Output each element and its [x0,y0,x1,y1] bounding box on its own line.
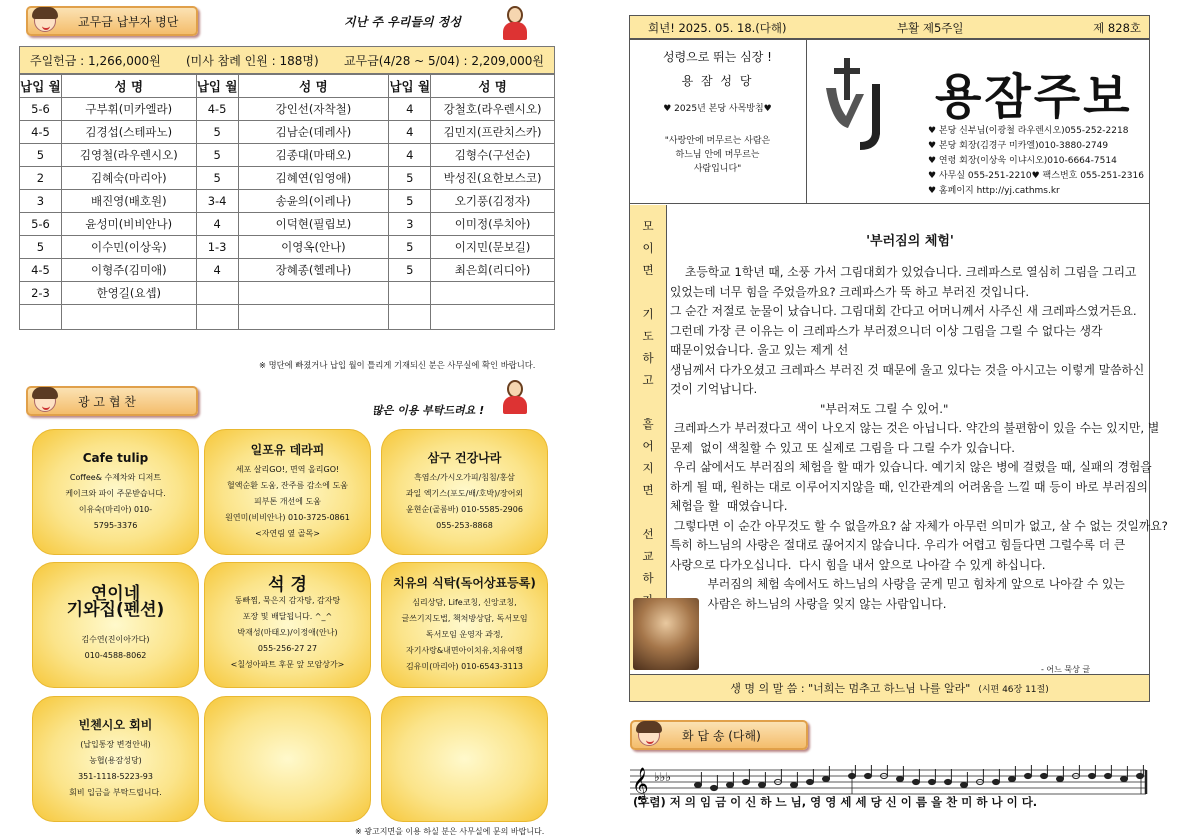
donor-name-cell: 김민지(프란치스카) [431,121,555,144]
col-month-header: 납입 월 [196,75,238,98]
table-row [20,144,555,167]
donor-table [19,74,555,330]
slogan-char [630,501,666,523]
table-row [20,259,555,282]
donor-name-cell: 김경섭(스테파노) [61,121,196,144]
slogan-char: 선 [642,527,654,541]
month-cell: 4 [389,98,431,121]
table-header [20,75,555,98]
ads-tab: 광 고 협 찬 [26,386,198,416]
slogan-char: 고 [642,373,654,387]
motto-box [629,39,807,203]
month-cell [389,305,431,330]
donors-tab: 교무금 납부자 명단 [26,6,198,36]
donor-name-cell: 송윤의(이레나) [238,190,389,213]
note-head [823,776,830,781]
note-head [1121,776,1128,781]
note-head [849,773,856,778]
ad-line: 055-253-8868 [436,521,493,530]
ad-line: (납입통장 변경안내) [80,740,151,749]
ad-title: 석 경 [268,575,307,595]
header-bar [629,15,1150,39]
donor-name-cell: 이영옥(안나) [238,236,389,259]
slogan-char: 하 [642,351,654,365]
essay-line: 그 순간 저절로 눈물이 났습니다. 그림대회 간다고 어머니께서 사주신 새 크레파스였거든요. [670,304,1137,318]
col-month-header: 납입 월 [20,75,62,98]
note-head [759,782,766,787]
donor-name-cell: 김종대(마태오) [238,144,389,167]
ad-line: 김유미(마리아) 010-6543-3113 [406,662,523,671]
donor-name-cell: 최은희(리디아) [431,259,555,282]
contacts [928,124,1144,199]
month-cell: 5 [389,190,431,213]
month-cell: 3-4 [196,190,238,213]
donor-name-cell: 오기풍(김정자) [431,190,555,213]
note-head [1089,773,1096,778]
note-head [913,779,920,784]
jesus-cartoon-icon [500,6,530,40]
month-cell [196,282,238,305]
ad-card [32,429,199,555]
weekly-note: 지난 주 우리들의 정성 [344,15,461,29]
note-head [865,773,872,778]
donor-name-cell [431,305,555,330]
col-name-header: 성 명 [61,75,196,98]
essay-title: '부러짐의 체험' [866,234,954,249]
ad-card [204,696,371,822]
ad-line: 055-256-27 27 [257,644,318,653]
word-of-life: 생 명 의 말 씀 : "너희는 멈추고 하느님 나를 알라" [730,682,971,695]
contact-pastor: ♥ 본당 신부님(이광철 라우렌시오)055-252-2218 [928,126,1129,136]
essay-line: 그런데 가장 큰 이유는 이 크레파스가 부러졌으니더 이상 그림을 그릴 수 없다는 생각 [670,323,1103,338]
ad-line: 포장 및 배달됩니다. ^_^ [242,612,333,621]
church-name: 용 잠 성 당 [681,74,754,88]
month-cell: 2-3 [20,282,62,305]
ad-title: 일포유 데라피 [250,443,325,457]
note-head [1057,776,1064,781]
essay [670,230,1168,614]
month-cell: 5 [196,144,238,167]
motto-line: 성령으로 뛰는 심장 ! [663,50,772,64]
ad-line: 세포 살리GO!, 면역 올리GO! [235,465,340,474]
ads-note: ※ 광고지면을 이용 하실 분은 사무실에 문의 바랍니다. [355,827,545,836]
col-name-header: 성 명 [238,75,389,98]
contact-homepage[interactable]: ♥ 홈페이지 http://yj.cathms.kr [928,186,1060,196]
ad-line: 5795-3376 [93,521,138,530]
month-cell [196,305,238,330]
ad-line: 이유숙(마리아) 010- [78,505,153,514]
donor-name-cell: 윤성미(비비안나) [61,213,196,236]
slogan-char: 도 [642,329,654,343]
svg-text:𝄞: 𝄞 [632,767,649,800]
month-cell [20,305,62,330]
donor-name-cell: 이덕현(필립보) [238,213,389,236]
slogan-char [630,281,666,303]
note-head [727,782,734,787]
ad-line: <자연림 옆 골목> [255,529,320,538]
child-face-icon [34,10,56,32]
donor-name-cell [431,282,555,305]
donor-name-cell: 강인선(자착철) [238,98,389,121]
policy-line: ♥ 2025년 본당 사목방침♥ [663,104,772,114]
slogan-char: 기 [642,307,654,321]
donor-name-cell [238,305,389,330]
month-cell: 4-5 [196,98,238,121]
liturgical-week: 부활 제5주일 [897,21,964,35]
summary-bar [19,46,555,74]
table-row [20,167,555,190]
parish-logo-icon [820,54,916,154]
month-cell: 5 [389,167,431,190]
ads-thanks: 많은 이용 부탁드려요 ! [372,404,485,417]
essay-line: 있었는데 너무 힘을 주었을까요? 크레파스가 뚝 하고 부러진 것입니다. [670,284,1030,299]
month-cell: 5 [389,259,431,282]
essay-line: 초등학교 1학년 때, 소풍 가서 그림대회가 있었습니다. 크레파스로 열심히 그림을 그리고 [670,265,1137,279]
essay-line: 때문이었습니다. 울고 있는 제게 선 [670,343,849,357]
hymn-lyric: (후렴) 저 의 임 금 이 신 하 느 님, 영 영 세 세 당 신 이 름 을 찬 미 하 나 이 다. [633,795,1038,809]
note-head [1137,773,1144,778]
slogan-char: 이 [642,241,654,255]
hymn-tab: 화 답 송 (다해) [630,720,808,750]
word-reference: (시편 46장 11절) [978,684,1049,695]
month-cell: 4 [196,259,238,282]
ad-title: 삼구 건강나라 [427,451,502,465]
slogan-char: 흩 [642,417,654,431]
essay-line: 우리 삶에서도 부러짐의 체험을 할 때가 있습니다. 예기치 않은 병에 걸렸을 때, 실패의 경험을 [670,460,1152,474]
ad-subtitle: 기와집(펜션) [66,600,165,620]
issue-number: 제 828호 [1093,21,1141,35]
donor-name-cell [238,282,389,305]
note-head [1025,773,1032,778]
month-cell: 4 [389,144,431,167]
slogan-char [630,391,666,413]
table-row [20,190,555,213]
note-head [897,776,904,781]
donor-name-cell: 김영철(라우렌시오) [61,144,196,167]
table-row [20,213,555,236]
ad-card [32,696,199,822]
contact-elder: ♥ 연령 회장(이상욱 이냐시오)010-6664-7514 [928,156,1117,166]
ad-line: 케이크와 파이 주문받습니다. [65,489,166,498]
slogan-char: 어 [642,439,654,453]
essay-line: 생님께서 다가오셨고 크레파스 부러진 것 때문에 울고 있다는 것을 아시고는 이렇게 말씀하신 [670,362,1145,377]
note-head [807,779,814,784]
month-cell: 5-6 [20,213,62,236]
month-cell: 5 [196,121,238,144]
donor-name-cell: 배진영(배호원) [61,190,196,213]
donor-name-cell: 한영길(요셉) [61,282,196,305]
note-head [929,779,936,784]
month-cell: 5-6 [20,98,62,121]
ad-line: Coffee& 수제차와 디저트 [69,473,162,482]
month-cell: 5 [196,167,238,190]
jesus-cartoon-icon [500,380,530,414]
slogan-char: 모 [642,219,654,233]
note-head [1105,773,1112,778]
ad-card [381,429,548,555]
donor-name-cell: 이지민(문보길) [431,236,555,259]
note-head [695,782,702,787]
donor-name-cell: 이수민(이상욱) [61,236,196,259]
essay-source: - 어느 묵상 글 [1041,665,1091,674]
quote-line: 사람입니다" [693,164,742,174]
ad-title: 빈첸시오 회비 [78,718,153,732]
slogan-char: 교 [642,549,654,563]
ad-line: 윤현순(골롬바) 010-5585-2906 [406,505,523,514]
ad-line: 과일 엑기스(포도/배/호박)/장어외 [405,489,524,498]
ad-line: 독서모임 운영자 과정, [425,630,504,639]
ad-line: 흑염소/가시오가피/침침/홍삼 [414,473,515,482]
table-row [20,282,555,305]
ad-title: 치유의 식탁(독어상표등록) [393,576,536,590]
essay-line: 부러짐의 체험 속에서도 하느님의 사랑을 굳게 믿고 힘차게 앞으로 나아갈 수 있는 [670,577,1125,591]
month-cell: 5 [20,144,62,167]
essay-line: 것이 기억납니다. [670,382,758,396]
slogan-char: 하 [642,571,654,585]
ad-card [204,429,371,555]
slogan-char: 면 [642,263,654,277]
ad-card [381,562,548,688]
month-cell: 3 [20,190,62,213]
ad-title: 연이네 [90,584,141,604]
donor-name-cell: 이형주(김미애) [61,259,196,282]
ad-title: Cafe tulip [82,451,149,465]
contact-office: ♥ 사무실 055-251-2210♥ 팩스번호 055-251-2316 [928,171,1144,181]
donor-name-cell: 김혜연(임영애) [238,167,389,190]
ad-line: 박재성(마태오)/이정애(안나) [237,628,338,637]
note-head [1009,776,1016,781]
col-name-header: 성 명 [431,75,555,98]
ad-line: 회비 입금을 부탁드립니다. [69,788,162,797]
col-month-header: 납입 월 [389,75,431,98]
ad-line: 원연미(비비안나) 010-3725-0861 [225,513,350,522]
essay-line: 체험을 할 때였습니다. [670,499,788,513]
note-head [945,779,952,784]
ad-line: 351-1118-5223-93 [78,772,153,781]
donor-name-cell: 김혜숙(마리아) [61,167,196,190]
donor-name-cell: 김형수(구선순) [431,144,555,167]
table-row [20,236,555,259]
note-head [1041,773,1048,778]
essay-line: 하게 될 때, 원하는 대로 이루어지지않을 때, 인간관계의 어려움을 느낄 때 등이 바로 부러짐의 [670,479,1148,494]
table-row [20,305,555,330]
ad-line: 피부톤 개선에 도움 [254,497,321,506]
ad-card [32,562,199,688]
month-cell [389,282,431,305]
donor-name-cell: 구부휘(미카엘라) [61,98,196,121]
month-cell: 5 [389,236,431,259]
ad-line: 동빠찜, 묵은지 감자탕, 감자탕 [234,596,341,605]
essay-line: 크레파스가 부러졌다고 색이 나오지 않는 것은 아닙니다. 약간의 불편함이 있을 수는 있지만, 별 [670,421,1160,435]
slogan-char: 면 [642,483,654,497]
note-head [993,779,1000,784]
month-cell: 3 [389,213,431,236]
essay-line: 사람은 하느님의 사랑을 잊지 않는 사람입니다. [670,596,947,611]
essay-line: 사랑으로 다가오십니다. 다시 힘을 내서 앞으로 나아갈 수 있게 하십니다. [670,557,1046,572]
essay-line: 특히 하느님의 사랑은 절대로 끊어지지 않습니다. 우리가 어렵고 힘들다면 그럴수록 더 큰 [670,538,1126,552]
donor-name-cell: 이미정(루치아) [431,213,555,236]
month-cell: 1-3 [196,236,238,259]
word-of-life-bar [630,674,1149,701]
child-face-icon [34,390,56,412]
donor-name-cell: 김남순(데레사) [238,121,389,144]
month-cell: 4 [196,213,238,236]
donor-name-cell [61,305,196,330]
attendance: (미사 참례 인원 : 188명) [185,53,319,68]
note-head [743,779,750,784]
child-face-icon [638,724,660,746]
ad-line: 010-4588-8062 [84,651,147,660]
donor-name-cell: 장혜종(헬레나) [238,259,389,282]
quote-line: "사랑안에 머무르는 사람은 [664,136,771,146]
essay-line: 문제 없이 색칠할 수 있고 또 실제로 그림을 다 그릴 수가 있습니다. [670,440,1016,455]
month-cell: 2 [20,167,62,190]
donor-name-cell: 박성진(요한보스코) [431,167,555,190]
svg-text:♭♭♭: ♭♭♭ [654,770,671,784]
ad-line: 김수연(진이아가다) [81,635,150,644]
table-row [20,98,555,121]
ad-card [204,562,371,688]
essay-line: 그렇다면 이 순간 아무것도 할 수 없을까요? 삶 자체가 아무런 의미가 없고, 살 수 없는 것일까요? [670,518,1168,533]
note-head [791,782,798,787]
ad-line: 농협(용잠성당) [89,756,142,765]
essay-line: "부러져도 그릴 수 있어." [670,401,949,416]
note-head [961,782,968,787]
ad-line: <칠성아파트 후문 앞 모암상가> [230,660,345,669]
month-cell: 4-5 [20,121,62,144]
ad-card [381,696,548,822]
table-row [20,121,555,144]
slogan-char: 지 [642,461,654,475]
ad-line: 자기사랑&내면아이치유,치유여행 [406,646,523,655]
quote-line: 하느님 안에 머무르는 [675,150,760,160]
month-cell: 4 [389,121,431,144]
issue-date: 희년! 2025. 05. 18.(다해) [648,21,787,35]
collection-total: 주일헌금 : 1,266,000원 [30,53,161,68]
note-head [711,785,718,790]
ad-line: 글쓰기지도법, 책처방상담, 독서모임 [401,614,528,623]
donor-name-cell: 강철호(라우렌시오) [431,98,555,121]
month-cell: 4-5 [20,259,62,282]
donor-note: ※ 명단에 빠졌거나 납입 월이 틀리게 기재되신 분은 사무실에 확인 바랍니다. [259,360,536,370]
ad-line: 혈액순환 도움, 잔주름 감소에 도움 [227,481,348,490]
month-cell: 5 [20,236,62,259]
dues-total: 교무금(4/28 ~ 5/04) : 2,209,000원 [343,53,544,68]
bulletin-title: 용잠주보 [935,69,1133,125]
ad-line: 심리상담, Life코칭, 신앙코칭, [412,598,517,607]
contact-president: ♥ 본당 회장(김경구 미카엘)010-3880-2749 [928,141,1109,151]
